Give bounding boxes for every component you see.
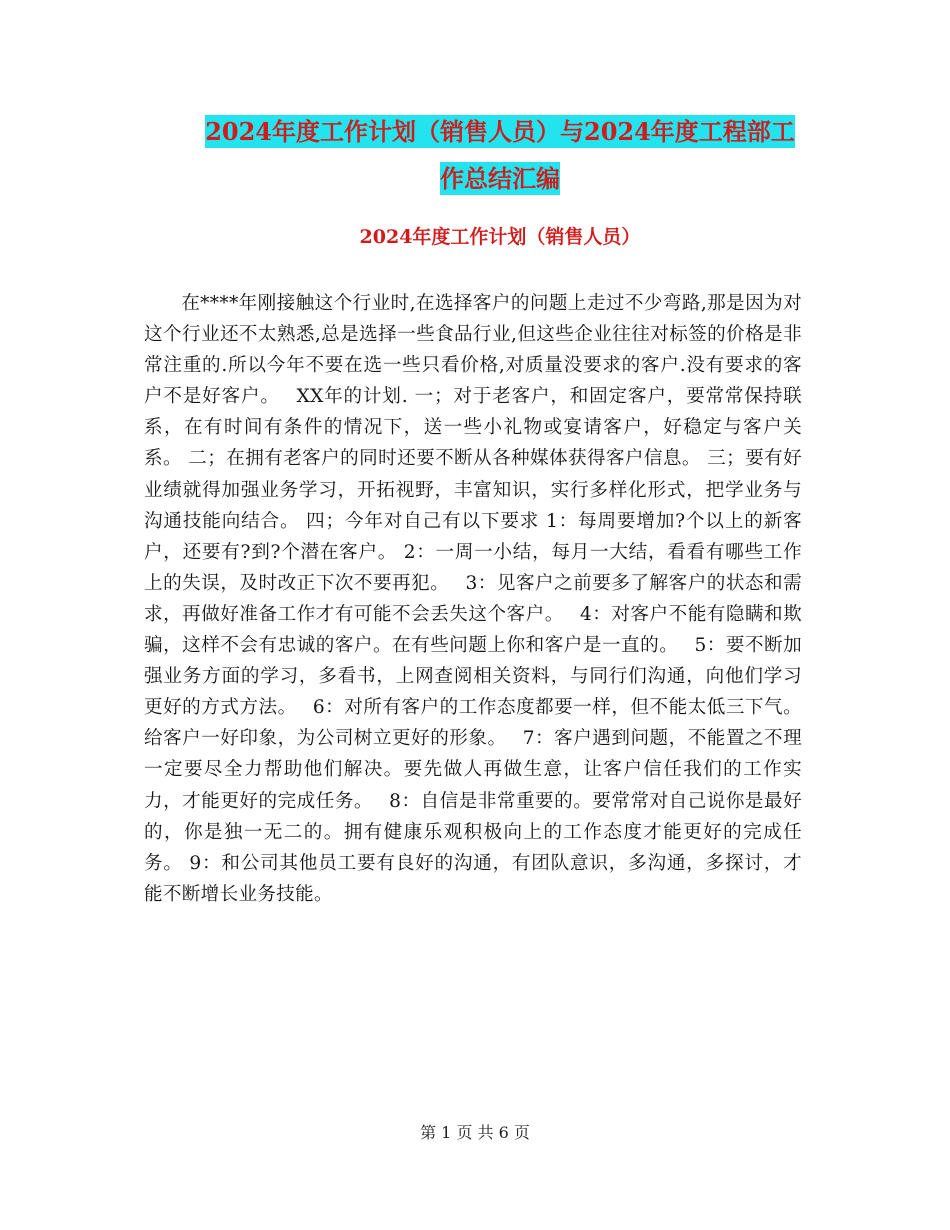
page-footer: 第 1 页 共 6 页 xyxy=(420,1123,530,1142)
document-title-line-2: 作总结汇编 xyxy=(440,164,560,193)
section-title: 2024年度工作计划（销售人员） xyxy=(359,226,641,248)
document-title-line-1: 2024年度工作计划（销售人员）与2024年度工程部工 xyxy=(205,117,795,146)
body-paragraph: 在****年刚接触这个行业时,在选择客户的问题上走过不少弯路,那是因为对这个行业还不太熟悉,总是选择一些食品行业,但这些企业往往对标签的价格是非常注重的.所以今年不要在选一些只看价格,对质量没要求的客户.没有要求的客户不是好客户。 XX年的计划. 一；对于老客户，和固定客户，要常常保持联系，在有时间有条件的情况下，送一些小礼物或宴请客户，好稳定与客户关系。 二；在拥有老客户的同时还要不断从各种媒体获得客户信息。 三；要有好业绩就得加强业务学习，开拓视野，丰富知识，实行多样化形式，把学业务与沟通技能向结合。 四；今年对自己有以下要求 1：每周要增加?个以上的新客户，还要有?到?个潜在客户。 2：一周一小结，每月一大结，看看有哪些工作上的失误，及时改正下次不要再犯。 3：见客户之前要多了解客户的状态和需求，再做好准备工作才有可能不会丢失这个客户。 4：对客户不能有隐瞒和欺骗，这样不会有忠诚的客户。在有些问题上你和客户是一直的。 5：要不断加强业务方面的学习，多看书，上网查阅相关资料，与同行们沟通，向他们学习更好的方式方法。 6：对所有客户的工作态度都要一样，但不能太低三下气。给客户一好印象，为公司树立更好的形象。 7：客户遇到问题，不能置之不理一定要尽全力帮助他们解决。要先做人再做生意，让客户信任我们的工作实力，才能更好的完成任务。 8：自信是非常重要的。要常常对自己说你是最好的，你是独一无二的。拥有健康乐观积极向上的工作态度才能更好的完成任务。 9：和公司其他员工要有良好的沟通，有团队意识，多沟通，多探讨，才能不断增长业务技能。 xyxy=(144,293,802,905)
document-title xyxy=(140,108,860,202)
